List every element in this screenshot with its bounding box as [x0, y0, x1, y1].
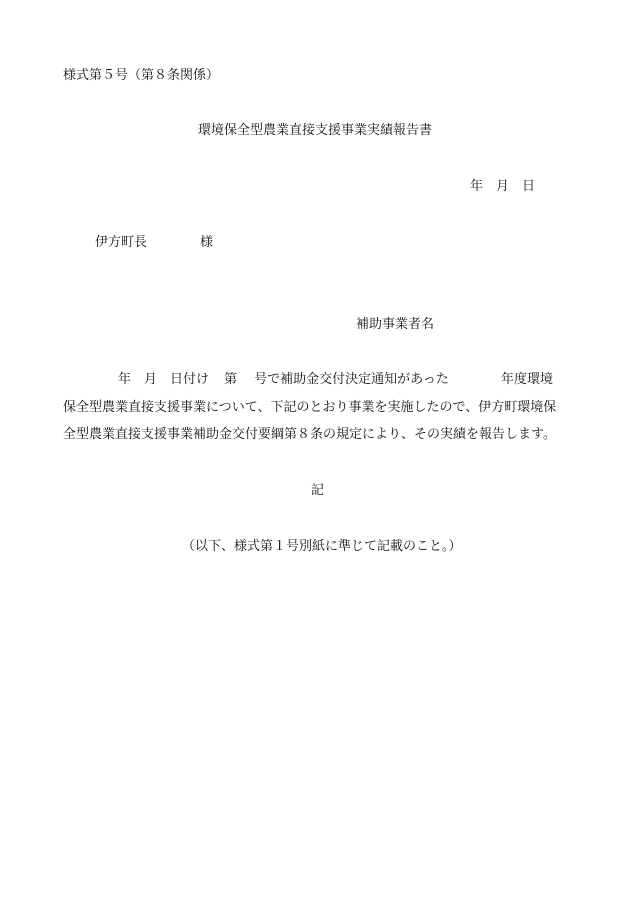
body-no-suffix: 号で補助金交付決定通知があった: [254, 372, 449, 387]
body-line-1: [118, 373, 553, 386]
body-line-2: 保全型農業直接支援事業について、下記のとおり事業を実施したので、伊方町環境保: [63, 400, 557, 415]
date-day: 日: [522, 179, 536, 194]
body-fiscal-year: 年度環境: [500, 372, 553, 387]
form-number: 様式第５号（第８条関係）: [63, 68, 220, 83]
body-line-3: 全型農業直接支援事業補助金交付要綱第８条の規定により、その実績を報告します。: [63, 427, 556, 442]
applicant-label: 補助事業者名: [356, 317, 435, 332]
addressee: [95, 236, 213, 249]
addressee-honorific: 様: [200, 235, 214, 250]
date-year: 年: [470, 179, 484, 194]
body-dated: 日付け: [170, 372, 210, 387]
ki-heading: 記: [311, 483, 325, 498]
document-title: 環境保全型農業直接支援事業実績報告書: [198, 123, 433, 138]
note: （以下、様式第１号別紙に準じて記載のこと。）: [182, 539, 462, 554]
body-year: 年: [118, 372, 132, 387]
addressee-name: 伊方町長: [95, 235, 148, 250]
date-month: 月: [496, 179, 510, 194]
body-no-prefix: 第: [224, 372, 238, 387]
body-month: 月: [144, 372, 158, 387]
date-line: [470, 180, 535, 193]
